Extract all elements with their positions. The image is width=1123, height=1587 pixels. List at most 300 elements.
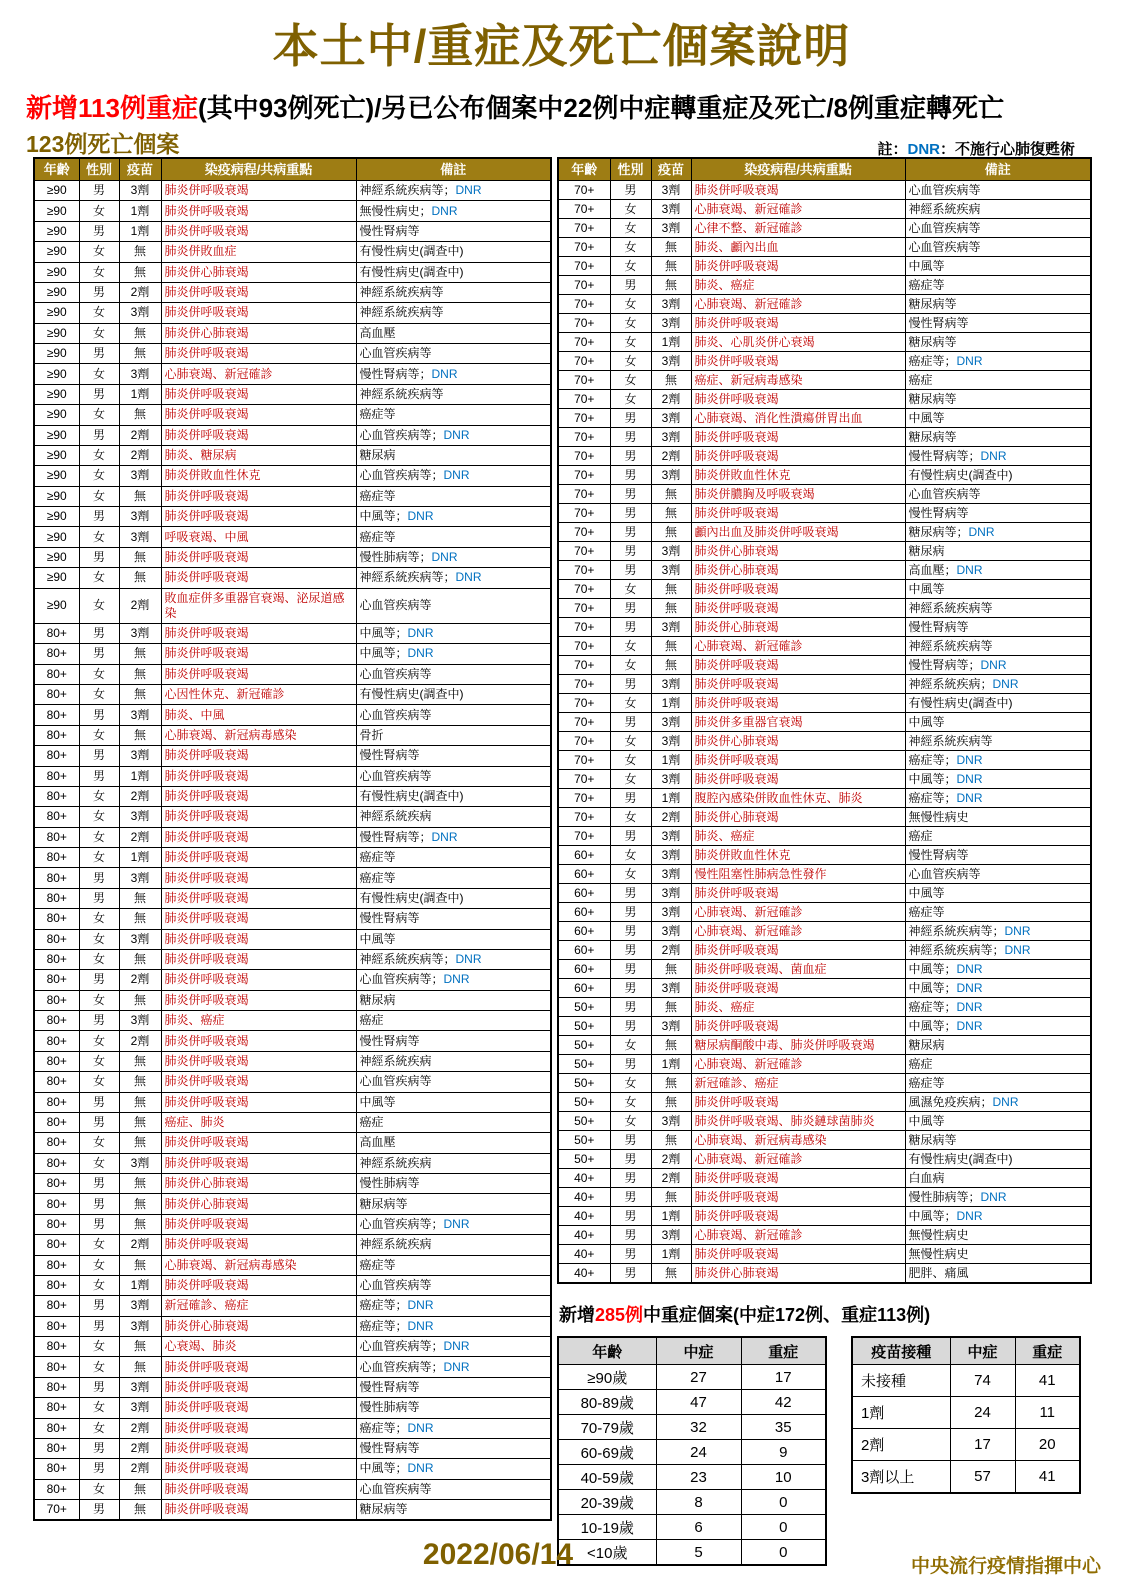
sex-cell: 男 — [79, 344, 119, 364]
death-case-row — [558, 998, 1091, 1017]
condition-cell: 肺炎併心肺衰竭 — [161, 1194, 356, 1214]
sex-cell: 女 — [610, 352, 651, 371]
ms-title-rest: 中重症個案(中症172例、重症113例) — [643, 1305, 931, 1325]
condition-cell: 肺炎併呼吸衰竭 — [691, 390, 905, 409]
summary-row — [558, 1490, 826, 1515]
death-case-row — [34, 547, 551, 567]
remark-cell: 癌症等 — [356, 405, 551, 425]
sex-cell: 女 — [610, 846, 651, 865]
sex-cell: 女 — [79, 664, 119, 684]
dnr-label: DNR — [956, 1019, 983, 1033]
sex-cell: 女 — [79, 364, 119, 384]
age-cell: 70+ — [558, 295, 610, 314]
sex-cell: 女 — [79, 827, 119, 847]
remark-cell: 心血管疾病等 — [905, 865, 1091, 884]
condition-cell: 肺炎併呼吸衰竭 — [691, 1017, 905, 1036]
remark-cell: 無慢性病史 — [905, 808, 1091, 827]
death-case-row — [34, 425, 551, 445]
age-cell: 50+ — [558, 1055, 610, 1074]
condition-cell: 肺炎併呼吸衰竭、菌血症 — [691, 960, 905, 979]
condition-cell: 肺炎併呼吸衰竭 — [161, 405, 356, 425]
condition-cell: 肺炎、心肌炎併心衰竭 — [691, 333, 905, 352]
sex-cell: 女 — [79, 1031, 119, 1051]
vaccine-cell: 3劑 — [119, 507, 161, 527]
age-cell: 60+ — [558, 979, 610, 998]
death-case-row — [558, 1036, 1091, 1055]
subtitle — [26, 88, 1004, 125]
vaccine-cell: 1劑 — [651, 751, 691, 770]
condition-cell: 心肺衰竭、新冠確診 — [691, 1150, 905, 1169]
vaccine-cell: 無 — [119, 1214, 161, 1234]
age-cell: 80+ — [34, 1316, 79, 1336]
death-case-row — [34, 1153, 551, 1173]
remark-cell: 中風等；DNR — [356, 507, 551, 527]
sex-cell: 女 — [610, 1112, 651, 1131]
column-header: 疫苗 — [651, 158, 691, 181]
subtitle-detail: (其中93例死亡)/另已公布個案中22例中症轉重症及死亡/8例重症轉死亡 — [197, 93, 1005, 123]
vaccine-cell: 1劑 — [119, 384, 161, 404]
remark-cell: 慢性腎病等 — [905, 504, 1091, 523]
condition-cell: 肺炎併呼吸衰竭 — [161, 949, 356, 969]
age-cell: 80+ — [34, 949, 79, 969]
condition-cell: 肺炎併呼吸衰竭 — [691, 428, 905, 447]
sex-cell: 女 — [610, 238, 651, 257]
age-cell: 70+ — [558, 713, 610, 732]
sex-cell: 男 — [79, 1011, 119, 1031]
summary-row — [558, 1415, 826, 1440]
category-cell: 40-59歲 — [558, 1465, 656, 1490]
remark-cell: 癌症等；DNR — [356, 1418, 551, 1438]
dnr-label: DNR — [455, 570, 482, 585]
condition-cell: 肺炎併呼吸衰竭 — [161, 486, 356, 506]
death-case-row — [34, 949, 551, 969]
condition-cell: 肺炎併呼吸衰竭 — [691, 694, 905, 713]
condition-cell: 肺炎併呼吸衰竭 — [161, 746, 356, 766]
vaccine-cell: 3劑 — [119, 1377, 161, 1397]
condition-cell: 肺炎併呼吸衰竭 — [691, 1245, 905, 1264]
remark-cell: 中風等 — [356, 1092, 551, 1112]
age-cell: 40+ — [558, 1264, 610, 1284]
dnr-label: DNR — [407, 1298, 434, 1313]
moderate-count-cell: 32 — [656, 1415, 741, 1440]
sex-cell: 男 — [610, 1017, 651, 1036]
remark-cell: 中風等 — [905, 580, 1091, 599]
sex-cell: 男 — [610, 504, 651, 523]
dnr-label: DNR — [407, 1461, 434, 1476]
condition-cell: 心肺衰竭、新冠病毒感染 — [161, 725, 356, 745]
ms-title-count: 285例 — [595, 1305, 644, 1325]
age-cell: ≥90 — [34, 282, 79, 302]
condition-cell: 肺炎併呼吸衰竭 — [161, 970, 356, 990]
condition-cell: 肺炎併心肺衰竭 — [691, 1264, 905, 1284]
age-cell: 40+ — [558, 1226, 610, 1245]
age-cell: 80+ — [34, 1418, 79, 1438]
death-case-row — [34, 685, 551, 705]
vaccine-cell: 3劑 — [651, 1017, 691, 1036]
death-case-row — [558, 542, 1091, 561]
vaccine-cell: 3劑 — [651, 409, 691, 428]
dnr-label: DNR — [956, 791, 983, 805]
age-cell: 80+ — [34, 807, 79, 827]
death-case-row — [34, 623, 551, 643]
condition-cell: 心律不整、新冠確診 — [691, 219, 905, 238]
page-title: 本土中/重症及死亡個案說明 — [272, 20, 851, 72]
age-cell: 50+ — [558, 1112, 610, 1131]
age-cell: 80+ — [34, 644, 79, 664]
sex-cell: 男 — [610, 1131, 651, 1150]
sex-cell: 男 — [610, 618, 651, 637]
vaccine-cell: 無 — [651, 238, 691, 257]
age-cell: 70+ — [558, 466, 610, 485]
remark-cell: 心血管疾病等 — [356, 588, 551, 623]
remark-cell: 糖尿病 — [356, 990, 551, 1010]
sex-cell: 女 — [610, 637, 651, 656]
age-cell: 80+ — [34, 1194, 79, 1214]
remark-cell: 神經系統疾病等；DNR — [356, 568, 551, 588]
condition-cell: 肺炎併呼吸衰竭 — [161, 1418, 356, 1438]
condition-cell: 心肺衰竭、新冠確診 — [691, 295, 905, 314]
sex-cell: 女 — [79, 1255, 119, 1275]
sex-cell: 女 — [79, 1051, 119, 1071]
age-cell: 70+ — [558, 200, 610, 219]
age-cell: ≥90 — [34, 547, 79, 567]
vaccine-cell: 無 — [119, 323, 161, 343]
sex-cell: 男 — [79, 705, 119, 725]
death-case-row — [34, 1316, 551, 1336]
condition-cell: 肺炎併心肺衰竭 — [691, 561, 905, 580]
death-case-row — [34, 201, 551, 221]
death-case-row — [34, 1235, 551, 1255]
remark-cell: 神經系統疾病等；DNR — [905, 941, 1091, 960]
age-cell: ≥90 — [34, 242, 79, 262]
age-cell: 80+ — [34, 725, 79, 745]
sex-cell: 女 — [79, 1072, 119, 1092]
vaccine-cell: 1劑 — [119, 221, 161, 241]
age-cell: 80+ — [34, 1011, 79, 1031]
dnr-label: DNR — [431, 829, 458, 844]
category-cell: 1劑 — [852, 1397, 950, 1429]
condition-cell: 肺炎併呼吸衰竭 — [161, 868, 356, 888]
vaccine-cell: 3劑 — [119, 746, 161, 766]
age-cell: 60+ — [558, 903, 610, 922]
condition-cell: 肺炎併呼吸衰竭 — [161, 644, 356, 664]
condition-cell: 肺炎併呼吸衰竭、肺炎鏈球菌肺炎 — [691, 1112, 905, 1131]
vaccine-cell: 無 — [119, 949, 161, 969]
remark-cell: 神經系統疾病等 — [905, 599, 1091, 618]
sex-cell: 男 — [79, 1174, 119, 1194]
condition-cell: 肺炎、癌症 — [691, 827, 905, 846]
remark-cell: 癌症等；DNR — [905, 789, 1091, 808]
remark-cell: 慢性腎病等；DNR — [905, 656, 1091, 675]
header-row — [34, 158, 551, 181]
dnr-label: DNR — [407, 1420, 434, 1435]
condition-cell: 新冠確診、癌症 — [691, 1074, 905, 1093]
age-cell: 40+ — [558, 1245, 610, 1264]
remark-cell: 高血壓 — [356, 323, 551, 343]
dnr-label: DNR — [443, 1216, 470, 1231]
death-case-row — [558, 979, 1091, 998]
dnr-label: DNR — [431, 549, 458, 564]
death-case-row — [34, 868, 551, 888]
age-cell: 80+ — [34, 929, 79, 949]
dnr-label: DNR — [980, 1190, 1007, 1204]
vaccine-cell: 3劑 — [651, 542, 691, 561]
age-cell: 80+ — [34, 1133, 79, 1153]
remark-cell: 癌症等 — [905, 903, 1091, 922]
sex-cell: 男 — [610, 1055, 651, 1074]
condition-cell: 肺炎、癌症 — [161, 1011, 356, 1031]
moderate-count-cell: 6 — [656, 1515, 741, 1540]
category-cell: 10-19歲 — [558, 1515, 656, 1540]
death-case-row — [34, 1174, 551, 1194]
remark-cell: 心血管疾病等 — [356, 705, 551, 725]
remark-cell: 心血管疾病等 — [356, 1072, 551, 1092]
remark-cell: 糖尿病 — [905, 542, 1091, 561]
sex-cell: 男 — [610, 599, 651, 618]
condition-cell: 心肺衰竭、消化性潰瘍併胃出血 — [691, 409, 905, 428]
death-case-row — [558, 1055, 1091, 1074]
moderate-count-cell: 57 — [950, 1461, 1015, 1494]
remark-cell: 中風等 — [905, 713, 1091, 732]
vaccine-cell: 無 — [651, 1036, 691, 1055]
condition-cell: 肺炎併呼吸衰竭 — [161, 1357, 356, 1377]
severe-count-cell: 17 — [741, 1365, 826, 1390]
moderate-count-cell: 27 — [656, 1365, 741, 1390]
condition-cell: 癌症、肺炎 — [161, 1112, 356, 1132]
vaccine-cell: 2劑 — [119, 425, 161, 445]
sex-cell: 女 — [79, 807, 119, 827]
vaccine-cell: 無 — [119, 1500, 161, 1521]
sex-cell: 女 — [610, 390, 651, 409]
remark-cell: 無慢性病史 — [905, 1245, 1091, 1264]
dnr-label: DNR — [992, 677, 1019, 691]
condition-cell: 肺炎併呼吸衰竭 — [161, 623, 356, 643]
remark-cell: 中風等；DNR — [905, 960, 1091, 979]
sex-cell: 女 — [79, 303, 119, 323]
age-cell: 50+ — [558, 1093, 610, 1112]
vaccine-cell: 無 — [651, 998, 691, 1017]
condition-cell: 肺炎併呼吸衰竭 — [691, 884, 905, 903]
death-case-row — [34, 1357, 551, 1377]
remark-cell: 有慢性病史(調查中) — [905, 694, 1091, 713]
sex-cell: 男 — [610, 675, 651, 694]
condition-cell: 肺炎併呼吸衰竭 — [161, 1479, 356, 1499]
category-cell: 70-79歲 — [558, 1415, 656, 1440]
category-cell: 80-89歲 — [558, 1390, 656, 1415]
age-cell: 80+ — [34, 746, 79, 766]
condition-cell: 肺炎併呼吸衰竭 — [691, 352, 905, 371]
sex-cell: 男 — [610, 561, 651, 580]
vaccine-cell: 1劑 — [119, 201, 161, 221]
condition-cell: 肺炎併呼吸衰竭 — [161, 1133, 356, 1153]
vaccine-cell: 3劑 — [119, 623, 161, 643]
sex-cell: 男 — [610, 713, 651, 732]
remark-cell: 神經系統疾病等 — [356, 282, 551, 302]
age-cell: 80+ — [34, 1337, 79, 1357]
dnr-label: DNR — [407, 626, 434, 641]
condition-cell: 糖尿病酮酸中毒、肺炎併呼吸衰竭 — [691, 1036, 905, 1055]
death-case-row — [34, 888, 551, 908]
remark-cell: 癌症等 — [356, 1255, 551, 1275]
age-cell: 70+ — [558, 732, 610, 751]
dnr-label: DNR — [992, 1095, 1019, 1109]
sex-cell: 女 — [79, 1235, 119, 1255]
remark-cell: 癌症等；DNR — [356, 1296, 551, 1316]
sex-cell: 女 — [79, 725, 119, 745]
remark-cell: 心血管疾病等；DNR — [356, 1214, 551, 1234]
condition-cell: 肺炎併呼吸衰竭 — [161, 1153, 356, 1173]
sex-cell: 女 — [79, 323, 119, 343]
condition-cell: 肺炎併呼吸衰竭 — [161, 766, 356, 786]
condition-cell: 心因性休克、新冠確診 — [161, 685, 356, 705]
age-cell: 70+ — [558, 618, 610, 637]
vaccine-cell: 無 — [119, 685, 161, 705]
dnr-label: DNR — [431, 366, 458, 381]
remark-cell: 有慢性病史(調查中) — [356, 242, 551, 262]
vaccine-cell: 2劑 — [119, 1418, 161, 1438]
age-cell: 70+ — [558, 390, 610, 409]
condition-cell: 肺炎併呼吸衰竭 — [161, 568, 356, 588]
death-case-row — [558, 941, 1091, 960]
death-case-row — [558, 314, 1091, 333]
death-case-row — [558, 238, 1091, 257]
sex-cell: 男 — [79, 1377, 119, 1397]
vaccine-cell: 2劑 — [651, 1169, 691, 1188]
condition-cell: 肺炎併呼吸衰竭 — [161, 848, 356, 868]
age-cell: ≥90 — [34, 344, 79, 364]
death-case-row — [558, 1207, 1091, 1226]
remark-cell: 有慢性病史(調查中) — [905, 1150, 1091, 1169]
sex-cell: 女 — [79, 445, 119, 465]
column-header: 中症 — [656, 1337, 741, 1365]
death-case-row — [34, 746, 551, 766]
column-header: 疫苗接種 — [852, 1337, 950, 1365]
age-cell: 80+ — [34, 1174, 79, 1194]
category-cell: <10歲 — [558, 1540, 656, 1566]
condition-cell: 肺炎併心肺衰竭 — [161, 262, 356, 282]
vaccine-cell: 3劑 — [651, 219, 691, 238]
category-cell: 3劑以上 — [852, 1461, 950, 1494]
vaccine-cell: 3劑 — [119, 1296, 161, 1316]
moderate-count-cell: 24 — [656, 1440, 741, 1465]
age-cell: 80+ — [34, 868, 79, 888]
vaccine-cell: 3劑 — [651, 1112, 691, 1131]
age-cell: 80+ — [34, 1112, 79, 1132]
sex-cell: 女 — [79, 1275, 119, 1295]
death-case-row — [34, 1214, 551, 1234]
sex-cell: 女 — [79, 949, 119, 969]
condition-cell: 腹腔內感染併敗血性休克、肺炎 — [691, 789, 905, 808]
remark-cell: 白血病 — [905, 1169, 1091, 1188]
age-cell: ≥90 — [34, 466, 79, 486]
vaccine-cell: 1劑 — [651, 333, 691, 352]
condition-cell: 心肺衰竭、新冠確診 — [691, 637, 905, 656]
age-cell: 70+ — [558, 276, 610, 295]
dnr-label: DNR — [968, 525, 995, 539]
age-cell: 70+ — [34, 1500, 79, 1521]
condition-cell: 肺炎併心肺衰竭 — [161, 1174, 356, 1194]
death-case-row — [34, 1051, 551, 1071]
death-case-row — [34, 827, 551, 847]
vaccine-cell: 3劑 — [651, 979, 691, 998]
age-cell: 70+ — [558, 751, 610, 770]
death-case-row — [34, 303, 551, 323]
remark-cell: 心血管疾病等 — [356, 1479, 551, 1499]
condition-cell: 肺炎併呼吸衰竭 — [691, 447, 905, 466]
condition-cell: 肺炎併膿胸及呼吸衰竭 — [691, 485, 905, 504]
age-cell: 80+ — [34, 1479, 79, 1499]
condition-cell: 心肺衰竭、新冠病毒感染 — [691, 1131, 905, 1150]
condition-cell: 肺炎併呼吸衰竭 — [161, 664, 356, 684]
vaccine-cell: 無 — [651, 276, 691, 295]
remark-cell: 中風等 — [905, 409, 1091, 428]
condition-cell: 肺炎、癌症 — [691, 998, 905, 1017]
age-cell: 70+ — [558, 770, 610, 789]
remark-cell: 神經系統疾病等 — [356, 303, 551, 323]
vaccine-cell: 無 — [119, 1174, 161, 1194]
age-cell: 80+ — [34, 766, 79, 786]
vaccine-cell: 2劑 — [119, 1235, 161, 1255]
sex-cell: 女 — [79, 848, 119, 868]
vaccine-cell: 無 — [651, 504, 691, 523]
sex-cell: 女 — [79, 242, 119, 262]
sex-cell: 男 — [610, 1245, 651, 1264]
vaccine-cell: 無 — [119, 405, 161, 425]
remark-cell: 骨折 — [356, 725, 551, 745]
condition-cell: 肺炎併呼吸衰竭 — [691, 941, 905, 960]
remark-cell: 癌症等；DNR — [356, 1316, 551, 1336]
age-summary-table — [557, 1336, 827, 1566]
vaccine-cell: 2劑 — [119, 1031, 161, 1051]
age-cell: 80+ — [34, 786, 79, 806]
vaccine-cell: 3劑 — [651, 466, 691, 485]
vaccine-cell: 2劑 — [119, 786, 161, 806]
sex-cell: 男 — [79, 746, 119, 766]
sex-cell: 男 — [610, 181, 651, 200]
report-date: 2022/06/14 — [422, 1538, 574, 1571]
remark-cell: 中風等；DNR — [356, 623, 551, 643]
remark-cell: 神經系統疾病 — [905, 200, 1091, 219]
condition-cell: 肺炎併呼吸衰竭 — [161, 1235, 356, 1255]
vaccine-cell: 無 — [119, 1133, 161, 1153]
condition-cell: 肺炎併呼吸衰竭 — [161, 1092, 356, 1112]
age-cell: ≥90 — [34, 588, 79, 623]
severe-count-cell: 0 — [741, 1515, 826, 1540]
vaccine-cell: 無 — [119, 1255, 161, 1275]
vaccine-cell: 無 — [651, 1093, 691, 1112]
remark-cell: 神經系統疾病等 — [356, 384, 551, 404]
death-case-row — [34, 705, 551, 725]
vaccine-cell: 無 — [651, 1131, 691, 1150]
sex-cell: 男 — [610, 922, 651, 941]
vaccine-cell: 無 — [651, 1264, 691, 1284]
sex-cell: 女 — [610, 732, 651, 751]
vaccine-cell: 1劑 — [651, 1245, 691, 1264]
death-case-row — [558, 599, 1091, 618]
column-header: 年齡 — [558, 1337, 656, 1365]
condition-cell: 肺炎併呼吸衰竭 — [691, 181, 905, 200]
category-cell: 20-39歲 — [558, 1490, 656, 1515]
sex-cell: 男 — [79, 547, 119, 567]
vaccine-cell: 3劑 — [651, 352, 691, 371]
remark-cell: 癌症等 — [356, 486, 551, 506]
column-header: 中症 — [950, 1337, 1015, 1365]
condition-cell: 心肺衰竭、新冠確診 — [691, 903, 905, 922]
summary-row — [852, 1429, 1080, 1461]
age-cell: ≥90 — [34, 262, 79, 282]
severe-count-cell: 0 — [741, 1540, 826, 1566]
vaccine-cell: 1劑 — [651, 1055, 691, 1074]
